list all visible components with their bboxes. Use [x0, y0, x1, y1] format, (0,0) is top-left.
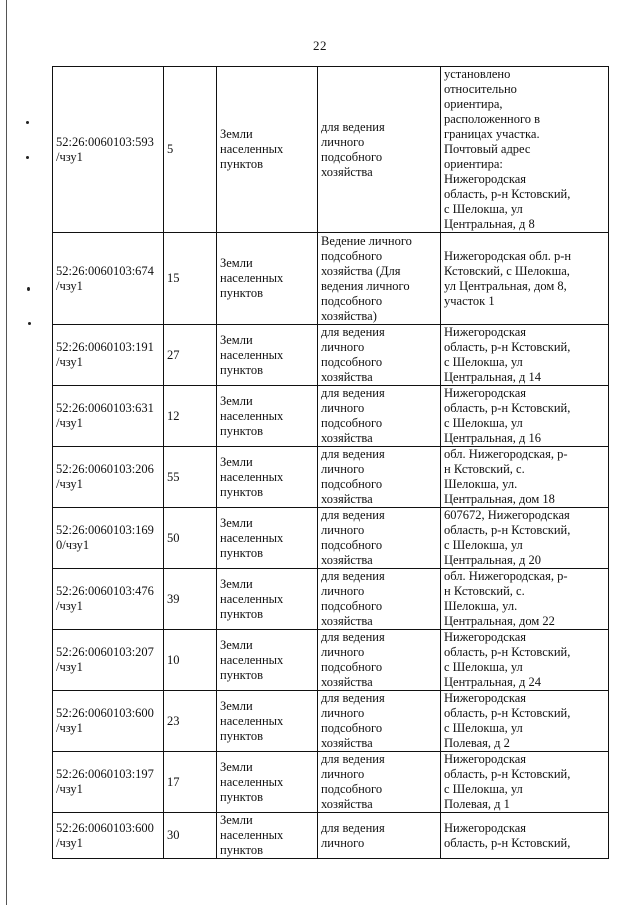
address-cell: Нижегородская область, р-н Кстовский, с Шелокша, ул Центральная, д 14 — [441, 325, 609, 386]
scan-mark — [28, 322, 31, 325]
land-category-cell: Земли населенных пунктов — [217, 752, 318, 813]
land-category-cell: Земли населенных пунктов — [217, 325, 318, 386]
table-row — [53, 386, 609, 447]
land-category-cell: Земли населенных пунктов — [217, 630, 318, 691]
land-category-cell: Земли населенных пунктов — [217, 691, 318, 752]
permitted-use-cell: для ведения личного подсобного хозяйства — [318, 67, 441, 233]
area-cell: 10 — [164, 630, 217, 691]
cadastral-number-cell: 52:26:0060103:169 0/чзу1 — [53, 508, 164, 569]
land-category-cell: Земли населенных пунктов — [217, 447, 318, 508]
permitted-use-cell: для ведения личного подсобного хозяйства — [318, 447, 441, 508]
permitted-use-cell: Ведение личного подсобного хозяйства (Для ведения личного подсобного хозяйства) — [318, 233, 441, 325]
cadastral-number-cell: 52:26:0060103:207 /чзу1 — [53, 630, 164, 691]
land-category-cell: Земли населенных пунктов — [217, 67, 318, 233]
address-cell: Нижегородская обл. р-н Кстовский, с Шелокша, ул Центральная, дом 8, участок 1 — [441, 233, 609, 325]
area-cell: 50 — [164, 508, 217, 569]
address-cell: 607672, Нижегородская область, р-н Кстовский, с Шелокша, ул Центральная, д 20 — [441, 508, 609, 569]
permitted-use-cell: для ведения личного — [318, 813, 441, 859]
land-category-cell: Земли населенных пунктов — [217, 508, 318, 569]
area-cell: 5 — [164, 67, 217, 233]
permitted-use-cell: для ведения личного подсобного хозяйства — [318, 386, 441, 447]
cadastral-number-cell: 52:26:0060103:191 /чзу1 — [53, 325, 164, 386]
permitted-use-cell: для ведения личного подсобного хозяйства — [318, 752, 441, 813]
area-cell: 23 — [164, 691, 217, 752]
cadastral-number-cell: 52:26:0060103:476 /чзу1 — [53, 569, 164, 630]
left-margin-line — [6, 0, 7, 905]
permitted-use-cell: для ведения личного подсобного хозяйства — [318, 569, 441, 630]
land-plots-table — [52, 66, 609, 859]
area-cell: 12 — [164, 386, 217, 447]
address-cell: Нижегородская область, р-н Кстовский, с Шелокша, ул Полевая, д 1 — [441, 752, 609, 813]
land-category-cell: Земли населенных пунктов — [217, 386, 318, 447]
address-cell: установлено относительно ориентира, расположенного в границах участка. Почтовый адрес ориентира: Нижегородская область, р-н Кстовский, с Шелокша, ул Центральная, д 8 — [441, 67, 609, 233]
area-cell: 39 — [164, 569, 217, 630]
cadastral-number-cell: 52:26:0060103:631 /чзу1 — [53, 386, 164, 447]
permitted-use-cell: для ведения личного подсобного хозяйства — [318, 325, 441, 386]
area-cell: 27 — [164, 325, 217, 386]
cadastral-number-cell: 52:26:0060103:600 /чзу1 — [53, 691, 164, 752]
permitted-use-cell: для ведения личного подсобного хозяйства — [318, 508, 441, 569]
table-row — [53, 447, 609, 508]
table-row — [53, 233, 609, 325]
address-cell: обл. Нижегородская, р- н Кстовский, с. Шелокша, ул. Центральная, дом 22 — [441, 569, 609, 630]
land-category-cell: Земли населенных пунктов — [217, 569, 318, 630]
cadastral-number-cell: 52:26:0060103:593 /чзу1 — [53, 67, 164, 233]
cadastral-number-cell: 52:26:0060103:197 /чзу1 — [53, 752, 164, 813]
land-category-cell: Земли населенных пунктов — [217, 233, 318, 325]
land-category-cell: Земли населенных пунктов — [217, 813, 318, 859]
address-cell: Нижегородская область, р-н Кстовский, — [441, 813, 609, 859]
scan-mark — [26, 121, 29, 124]
scan-mark — [27, 287, 30, 291]
table-row — [53, 752, 609, 813]
table-row — [53, 508, 609, 569]
scan-mark — [26, 156, 29, 159]
address-cell: обл. Нижегородская, р- н Кстовский, с. Шелокша, ул. Центральная, дом 18 — [441, 447, 609, 508]
address-cell: Нижегородская область, р-н Кстовский, с Шелокша, ул Центральная, д 16 — [441, 386, 609, 447]
address-cell: Нижегородская область, р-н Кстовский, с Шелокша, ул Полевая, д 2 — [441, 691, 609, 752]
table-row — [53, 67, 609, 233]
address-cell: Нижегородская область, р-н Кстовский, с Шелокша, ул Центральная, д 24 — [441, 630, 609, 691]
area-cell: 17 — [164, 752, 217, 813]
permitted-use-cell: для ведения личного подсобного хозяйства — [318, 630, 441, 691]
cadastral-number-cell: 52:26:0060103:674 /чзу1 — [53, 233, 164, 325]
table-row — [53, 691, 609, 752]
cadastral-number-cell: 52:26:0060103:206 /чзу1 — [53, 447, 164, 508]
area-cell: 15 — [164, 233, 217, 325]
table-row — [53, 630, 609, 691]
table-row — [53, 569, 609, 630]
page-number: 22 — [313, 38, 327, 53]
table-row — [53, 325, 609, 386]
cadastral-number-cell: 52:26:0060103:600 /чзу1 — [53, 813, 164, 859]
area-cell: 55 — [164, 447, 217, 508]
area-cell: 30 — [164, 813, 217, 859]
table-row — [53, 813, 609, 859]
permitted-use-cell: для ведения личного подсобного хозяйства — [318, 691, 441, 752]
